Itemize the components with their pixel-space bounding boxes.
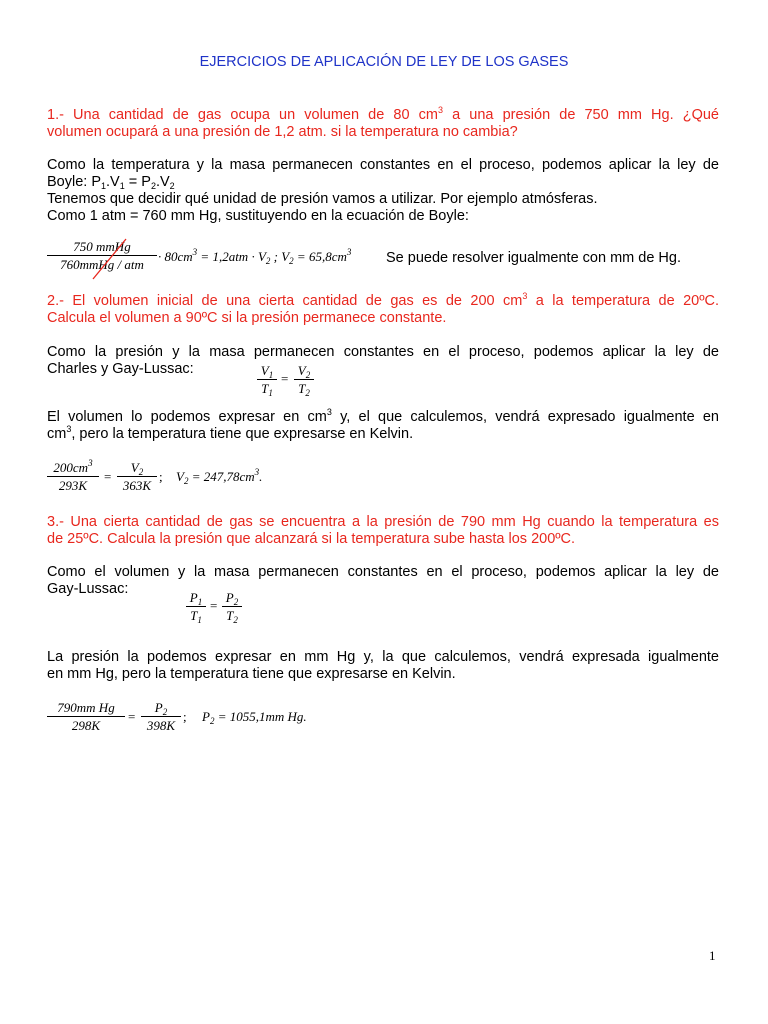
- page-number: 1: [709, 948, 716, 963]
- ex3-answer-line-1: Como el volumen y la masa permanecen constantes en el proceso, podemos aplicar la ley de: [47, 564, 719, 580]
- ex3-eq-right: $P_2$ 398K: [141, 700, 181, 733]
- ex2-eq-right: $V_2$ 363K: [117, 460, 157, 493]
- equals-sign: =: [128, 709, 136, 724]
- ex3-eq-left: 790mm Hg 298K: [47, 700, 125, 733]
- ex1-question-line-2: volumen ocupará a una presión de 1,2 atm. si la temperatura no cambia?: [47, 124, 518, 140]
- ex3-law-right: $P_2$ $T_2$: [222, 590, 242, 623]
- page-title: EJERCICIOS DE APLICACIÓN DE LEY DE LOS GASES: [199, 54, 569, 70]
- cancel-strike-mark: [90, 235, 140, 283]
- ex2-body-line-2: $cm^3$, pero la temperatura tiene que expresarse en Kelvin.: [47, 424, 414, 442]
- ex1-answer-line-3: Tenemos que decidir qué unidad de presión vamos a utilizar. Por ejemplo atmósferas.: [47, 191, 598, 207]
- ex2-answer-line-2: Charles y Gay-Lussac:: [47, 361, 194, 377]
- semicolon: ;: [183, 709, 187, 724]
- ex3-result: $P_2 = 1055,1mm$ Hg.: [202, 709, 307, 726]
- ex2-question-line-2: Calcula el volumen a 90ºC si la presión permanece constante.: [47, 310, 447, 326]
- ex1-question-line-1: 1.- Una cantidad de gas ocupa un volumen de 80 $cm^3$ a una presión de 750 mm Hg. ¿Qué: [47, 105, 719, 123]
- ex3-answer-line-2: Gay-Lussac:: [47, 581, 129, 597]
- ex1-answer-line-2: Boyle: $P_1.V_1 = P_2.V_2$: [47, 174, 175, 191]
- ex1-equation: · $80cm^3 = 1,2atm \cdot V_2$ ; $V_2 = 65,8cm^3$: [158, 247, 352, 266]
- ex3-law-left: $P_1$ $T_1$: [186, 590, 206, 623]
- ex2-result: $V_2 = 247,78cm^3$.: [176, 467, 263, 486]
- equals-sign: =: [210, 598, 218, 613]
- semicolon: ;: [159, 469, 163, 484]
- equals-sign: =: [281, 371, 289, 386]
- ex3-question-line-2: de 25ºC. Calcula la presión que alcanzará si la temperatura sube hasta los 200ºC.: [47, 531, 576, 547]
- ex2-eq-left: $200cm^3$ 293K: [47, 460, 99, 493]
- ex1-note: Se puede resolver igualmente con mm de Hg.: [386, 250, 681, 266]
- ex2-body-line-1: El volumen lo podemos expresar en $cm^3$ y, el que calculemos, vendrá expresado igualmente en: [47, 407, 719, 425]
- ex2-law-left: $V_1$ $T_1$: [257, 363, 277, 396]
- ex2-question-line-1: 2.- El volumen inicial de una cierta cantidad de gas es de 200 $cm^3$ a la temperatura de 20ºC.: [47, 291, 719, 309]
- ex1-answer-line-1: Como la temperatura y la masa permanecen constantes en el proceso, podemos aplicar la ley de: [47, 157, 719, 173]
- ex3-question-line-1: 3.- Una cierta cantidad de gas se encuentra a la presión de 790 mm Hg cuando la temperatura es: [47, 514, 719, 530]
- ex3-body-line-1: La presión la podemos expresar en mm Hg y, la que calculemos, vendrá expresada igualmente: [47, 649, 719, 665]
- ex2-law-right: $V_2$ $T_2$: [294, 363, 314, 396]
- ex3-body-line-2: en mm Hg, pero la temperatura tiene que expresarse en Kelvin.: [47, 666, 456, 682]
- ex1-fraction: 750 mmHg 760mmHg / atm: [47, 239, 157, 272]
- ex2-answer-line-1: Como la presión y la masa permanecen constantes en el proceso, podemos aplicar la ley de: [47, 344, 719, 360]
- ex1-answer-line-4: Como 1 atm = 760 mm Hg, sustituyendo en la ecuación de Boyle:: [47, 208, 469, 224]
- equals-sign: =: [104, 469, 112, 484]
